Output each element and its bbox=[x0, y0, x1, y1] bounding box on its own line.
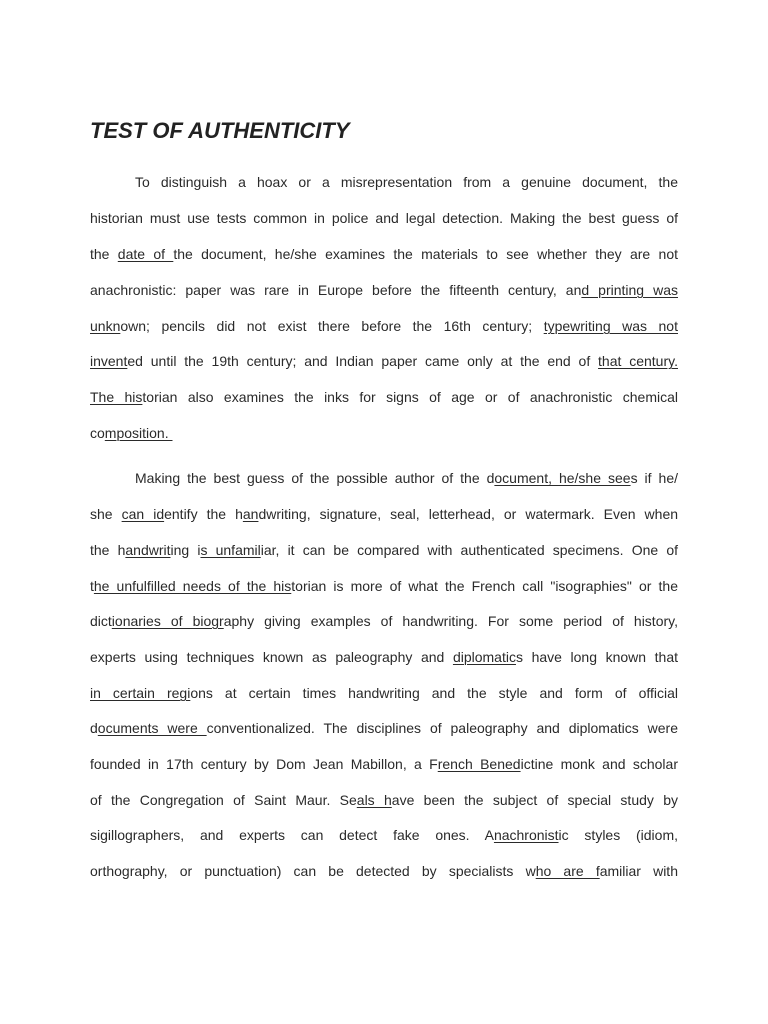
text-line bbox=[90, 720, 678, 736]
text-line bbox=[90, 246, 678, 262]
text-segment: s have long known that bbox=[515, 649, 678, 665]
text-line bbox=[90, 578, 678, 594]
underlined-text: invent bbox=[90, 353, 128, 369]
text-segment: experts using techniques known as paleography and bbox=[90, 649, 453, 665]
text-segment: ave been the subject of special study by bbox=[391, 792, 678, 808]
text-line bbox=[90, 863, 678, 879]
underlined-text: d printing was bbox=[581, 282, 678, 298]
text-segment: iar, it can be compared with authenticated specimens. One of bbox=[260, 542, 678, 558]
text-line bbox=[90, 827, 678, 843]
underlined-text: typewriting was not bbox=[543, 318, 678, 334]
underlined-text: unkn bbox=[90, 318, 121, 334]
underlined-text: that century. bbox=[598, 353, 678, 369]
text-segment: own; pencils did not exist there before the 16th century; bbox=[120, 318, 544, 334]
text-line bbox=[90, 425, 678, 441]
text-line bbox=[135, 174, 678, 190]
text-segment: torian is more of what the French call "isographies" or the bbox=[291, 578, 678, 594]
text-segment: amiliar with bbox=[599, 863, 678, 879]
text-line bbox=[90, 282, 678, 298]
text-segment: conventionalized. The disciplines of paleography and diplomatics were bbox=[206, 720, 678, 736]
underlined-text: rench Bened bbox=[437, 756, 521, 772]
underlined-text: nachronist bbox=[493, 827, 559, 843]
text-segment: entify the h bbox=[164, 506, 243, 522]
text-line bbox=[90, 318, 678, 334]
text-segment: ictine monk and scholar bbox=[520, 756, 678, 772]
text-segment: To distinguish a hoax or a misrepresentation from a genuine document, the bbox=[135, 174, 678, 190]
text-segment: torian also examines the inks for signs of age or of anachronistic chemical bbox=[142, 389, 678, 405]
text-segment: sigillographers, and experts can detect fake ones. A bbox=[90, 827, 494, 843]
text-line bbox=[90, 649, 678, 665]
text-line bbox=[90, 506, 678, 522]
document-title: TEST OF AUTHENTICITY bbox=[90, 118, 350, 143]
text-line bbox=[90, 613, 678, 629]
text-line bbox=[90, 756, 678, 772]
underlined-text: in certain regi bbox=[90, 685, 191, 701]
text-segment: d bbox=[90, 720, 98, 736]
underlined-text: andwrit bbox=[125, 542, 171, 558]
text-segment: the document, he/she examines the materials to see whether they are not bbox=[173, 246, 678, 262]
text-segment: dict bbox=[90, 613, 112, 629]
underlined-text: date of bbox=[117, 246, 174, 262]
text-segment: the bbox=[90, 246, 118, 262]
underlined-text: ocuments were bbox=[97, 720, 207, 736]
text-segment: t bbox=[90, 578, 94, 594]
text-segment: anachronistic: paper was rare in Europe before the fifteenth century, an bbox=[90, 282, 582, 298]
text-segment: of the Congregation of Saint Maur. Se bbox=[90, 792, 357, 808]
text-line bbox=[135, 470, 678, 486]
text-segment: Making the best guess of the possible author of the d bbox=[135, 470, 495, 486]
underlined-text: s unfamil bbox=[200, 542, 261, 558]
text-segment: ic styles (idiom, bbox=[558, 827, 679, 843]
text-segment: aphy giving examples of handwriting. For some period of history, bbox=[223, 613, 678, 629]
underlined-text: ho are f bbox=[535, 863, 600, 879]
underlined-text: led needs of the his bbox=[157, 578, 292, 594]
text-line bbox=[90, 792, 678, 808]
text-segment: s if he/ bbox=[630, 470, 678, 486]
text-segment: ing i bbox=[170, 542, 201, 558]
text-segment: historian must use tests common in police and legal detection. Making the best guess of bbox=[90, 210, 678, 226]
text-segment: co bbox=[90, 425, 105, 441]
text-line bbox=[90, 353, 678, 369]
underlined-text: ocument, he/she see bbox=[494, 470, 631, 486]
text-line bbox=[90, 685, 678, 701]
text-line bbox=[90, 389, 678, 405]
text-segment: orthography, or punctuation) can be detected by specialists w bbox=[90, 863, 536, 879]
underlined-text: mposition. bbox=[104, 425, 173, 441]
text-segment: the h bbox=[90, 542, 126, 558]
underlined-text: can id bbox=[121, 506, 165, 522]
underlined-text: ionaries of biogr bbox=[111, 613, 224, 629]
text-segment: she bbox=[90, 506, 122, 522]
underlined-text: als h bbox=[356, 792, 392, 808]
underlined-text: diplomatic bbox=[452, 649, 516, 665]
underlined-text: he unfulfil bbox=[93, 578, 158, 594]
underlined-text: The his bbox=[90, 389, 143, 405]
text-segment: founded in 17th century by Dom Jean Mabillon, a F bbox=[90, 756, 438, 772]
underlined-text: an bbox=[242, 506, 259, 522]
text-line bbox=[90, 542, 678, 558]
text-segment: ons at certain times handwriting and the style and form of official bbox=[190, 685, 678, 701]
text-line bbox=[90, 210, 678, 226]
text-segment: ed until the 19th century; and Indian paper came only at the end of bbox=[127, 353, 599, 369]
text-segment: dwriting, signature, seal, letterhead, or watermark. Even when bbox=[258, 506, 679, 522]
